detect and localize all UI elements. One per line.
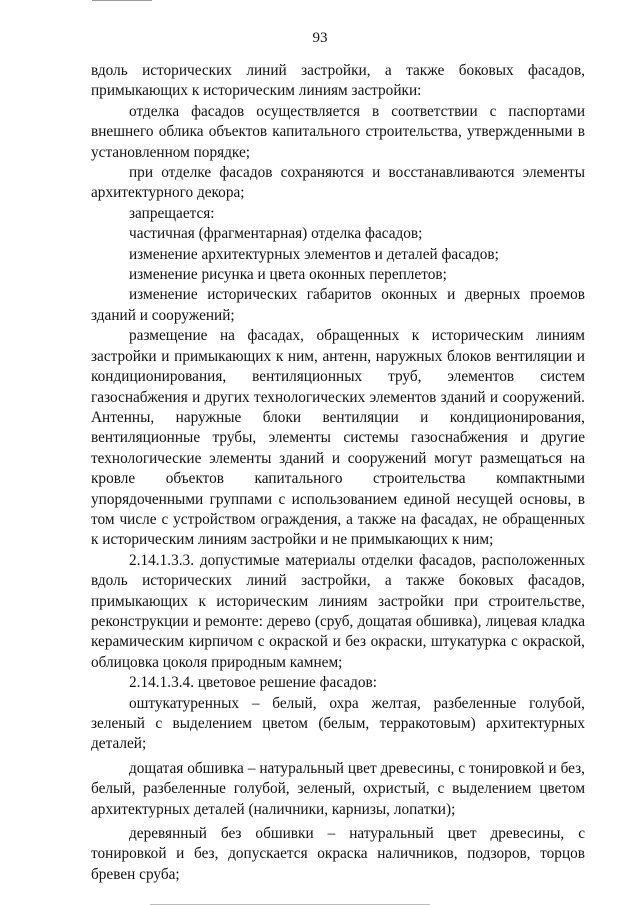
paragraph: деревянный без обшивки – натуральный цвет древесины, с тонировкой и без, допускается окраска наличников, подзоров, торцов бревен сруба; [91, 825, 585, 883]
paragraph: частичная (фрагментарная) отделка фасадов; [129, 225, 423, 243]
paragraph: изменение исторических габаритов оконных и дверных проемов зданий и сооружений; [91, 286, 585, 324]
document-body [91, 61, 585, 885]
paragraph: запрещается: [129, 204, 215, 222]
paragraph: отделка фасадов осуществляется в соответствии с паспортами внешнего облика объектов капитального строительства, утвержденными в установленном порядке; [91, 102, 585, 161]
paragraph: вдоль исторических линий застройки, а также боковых фасадов, примыкающих к историческим линиям застройки: [91, 62, 585, 100]
paragraph: при отделке фасадов сохраняются и восстанавливаются элементы архитектурного декора; [91, 164, 585, 202]
paragraph: оштукатуренных – белый, охра желтая, разбеленные голубой, зеленый с выделением цветом (белым, терракотовым) архитектурных деталей; [91, 694, 585, 753]
paragraph: 2.14.1.3.4. цветовое решение фасадов: [129, 674, 378, 692]
page-number: 93 [312, 30, 328, 46]
paragraph: размещение на фасадах, обращенных к историческим линиям застройки и примыкающих к ним, антенн, наружных блоков вентиляции и кондиционирования, вентиляционных труб, элементов систем газоснабжения и других технологических элементов зданий и сооружений. Антенны, наружные блоки вентиляции и кондиционирования, вентиляционные трубы, элементы системы газоснабжения и другие технологические элементы зданий и сооружений могут размещаться на кровле объектов капитального строительства компактными упорядоченными группами с использованием единой несущей основы, в том числе с устройством ограждения, а также на фасадах, не обращенных к историческим линиям застройки и не примыкающих к ним; [91, 327, 585, 549]
scan-edge-top [92, 0, 152, 1]
paragraph: 2.14.1.3.3. допустимые материалы отделки фасадов, расположенных вдоль исторических линий застройки, а также боковых фасадов, примыкающих к историческим линиям застройки при строительстве, реконструкции и ремонте: дерево (сруб, дощатая обшивка), лицевая кладка керамическим кирпичом с окраской и без окраски, штукатурка с окраской, облицовка цоколя природным камнем; [91, 551, 585, 671]
paragraph: изменение архитектурных элементов и деталей фасадов; [129, 245, 499, 263]
paragraph: изменение рисунка и цвета оконных переплетов; [129, 266, 447, 284]
paragraph: дощатая обшивка – натуральный цвет древесины, с тонировкой и без, белый, разбеленные голубой, зеленый, охристый, с выделением цветом архитектурных деталей (наличники, карнизы, лопатки); [91, 759, 585, 818]
